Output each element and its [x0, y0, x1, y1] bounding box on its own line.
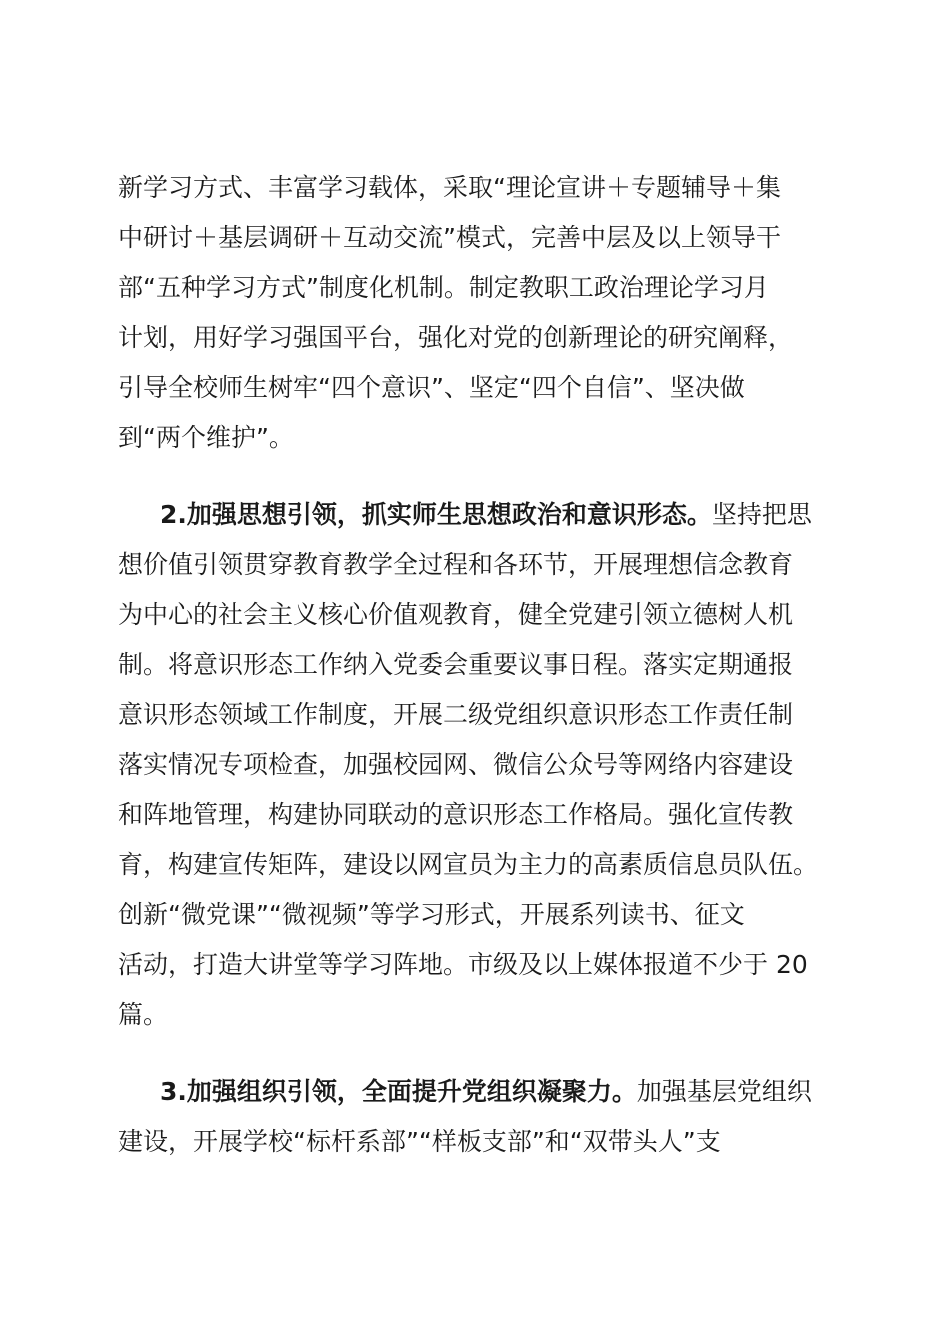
paragraph-2-line: 和阵地管理，构建协同联动的意识形态工作格局。强化宣传教 — [118, 800, 794, 829]
paragraph-2-line: 制。将意识形态工作纳入党委会重要议事日程。落实定期通报 — [118, 650, 794, 679]
paragraph-2-line: 想价值引领贯穿教育教学全过程和各环节，开展理想信念教育 — [118, 550, 794, 579]
paragraph-1-line: 到“两个维护”。 — [118, 423, 294, 452]
paragraph-2-line: 落实情况专项检查，加强校园网、微信公众号等网络内容建设 — [118, 750, 794, 779]
paragraph-1-line: 计划，用好学习强国平台，强化对党的创新理论的研究阐释， — [118, 323, 794, 352]
paragraph-2-line: 篇。 — [118, 1000, 169, 1029]
paragraph-2-line: 意识形态领域工作制度，开展二级党组织意识形态工作责任制 — [118, 700, 794, 729]
paragraph-2-first-line — [160, 499, 812, 531]
paragraph-2-line: 育，构建宣传矩阵，建设以网宣员为主力的高素质信息员队伍。 — [118, 850, 819, 879]
paragraph-2-first-line-text: 坚持把思 — [711, 500, 812, 529]
paragraph-3-line: 建设，开展学校“标杆系部”“样板支部”和“双带头人”支 — [118, 1127, 721, 1156]
paragraph-1-line: 引导全校师生树牢“四个意识”、坚定“四个自信”、坚决做 — [118, 373, 745, 402]
paragraph-2-line: 活动，打造大讲堂等学习阵地。市级及以上媒体报道不少于 20 — [118, 950, 808, 979]
paragraph-1-line: 部“五种学习方式”制度化机制。制定教职工政治理论学习月 — [118, 273, 769, 302]
paragraph-3-heading: 3.加强组织引领，全面提升党组织凝聚力。 — [160, 1077, 637, 1106]
paragraph-2-line: 创新“微党课”“微视频”等学习形式，开展系列读书、征文 — [118, 900, 745, 929]
paragraph-3-first-line — [160, 1076, 812, 1108]
paragraph-2-heading: 2.加强思想引领，抓实师生思想政治和意识形态。 — [160, 500, 712, 529]
paragraph-1-line: 中研讨＋基层调研＋互动交流”模式，完善中层及以上领导干 — [118, 223, 781, 252]
paragraph-1-line: 新学习方式、丰富学习载体，采取“理论宣讲＋专题辅导＋集 — [118, 173, 781, 202]
paragraph-2-line: 为中心的社会主义核心价值观教育，健全党建引领立德树人机 — [118, 600, 794, 629]
paragraph-3-first-line-text: 加强基层党组织 — [636, 1077, 812, 1106]
